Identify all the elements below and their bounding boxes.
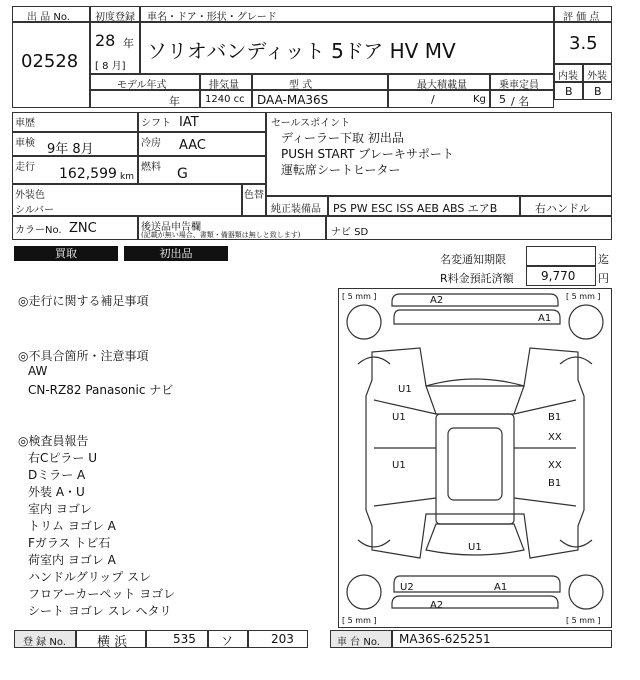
shift-value: IAT (179, 115, 199, 130)
first-reg-month: [ 8 月] (95, 61, 126, 72)
displacement-label: 排気量 (209, 80, 239, 91)
car-damage-diagram (338, 288, 612, 628)
displacement-cell (200, 90, 252, 108)
buy-badge: 買取 (14, 246, 118, 261)
capacity-value: 5 (499, 93, 506, 106)
mark-xx-right-rear: XX (548, 460, 562, 471)
nav-value: ナビ SD (331, 227, 369, 238)
tire-depth-top-left: [ 5 mm ] (342, 292, 377, 301)
rear-hatch-edge (394, 576, 560, 592)
type-cell (252, 90, 388, 108)
shift-cell (138, 112, 266, 132)
chassis-value: MA36S-625251 (399, 632, 491, 646)
recycle-value: 9,770 (541, 269, 576, 283)
max-load-label: 最大積載量 (417, 80, 467, 91)
door-line (374, 498, 436, 506)
door-line (514, 400, 576, 414)
fuel-value: G (177, 166, 188, 182)
reg-region: 横 浜 (97, 635, 128, 650)
model-year-cell (90, 90, 200, 108)
mileage-cell (12, 156, 138, 184)
defect-line: CN-RZ82 Panasonic ナビ (28, 383, 174, 397)
inspector-line: 室内 ヨゴレ (28, 502, 92, 516)
sales-point-line: PUSH START ブレーキサポート (281, 147, 454, 161)
recycle-box (526, 266, 596, 286)
wheel-front-left (347, 305, 381, 339)
mark-a1-front: A1 (538, 313, 552, 324)
reg-label-cell (14, 630, 76, 648)
equipment-label-cell (266, 196, 328, 216)
mileage-unit: km (120, 172, 134, 182)
ac-value: AAC (179, 138, 206, 153)
chassis-label-cell (330, 630, 392, 648)
sales-point-line: 運転席シートヒーター (281, 163, 401, 177)
model-year-label: モデル年式 (117, 80, 167, 91)
mark-u2-bottom: U2 (400, 582, 414, 593)
capacity-label: 乗車定員 (499, 80, 539, 91)
sunroof-panel (448, 428, 502, 500)
afterparts-note: (記載が無い場合、書類・備器類は無しと致します) (141, 231, 301, 239)
mileage-label: 走行 (15, 162, 35, 173)
history-cell (12, 112, 138, 132)
mark-u1-rear-center: U1 (468, 542, 482, 553)
name-change-unit: 迄 (598, 253, 609, 266)
car-name: ソリオバンディット 5ドア HV MV (147, 39, 456, 63)
first-reg-label-cell (90, 6, 140, 22)
history-label: 車歴 (15, 118, 35, 129)
arch-rear-left (358, 540, 390, 547)
capacity-unit: / 名 (511, 95, 530, 108)
shift-label: シフト (141, 118, 171, 129)
afterparts-cell (138, 216, 326, 240)
car-name-label: 車名・ドア・形状・グレード (147, 12, 277, 23)
inspector-line: ハンドルグリップ スレ (28, 570, 152, 584)
inspector-line: 荷室内 ヨゴレ A (28, 553, 116, 567)
sales-points-label: セールスポイント (271, 118, 351, 129)
inspector-line: Fガラス トビ石 (28, 536, 111, 550)
exterior-color-label: 外装色 (15, 190, 45, 201)
defect-line: AW (28, 364, 48, 378)
mark-a2-bottom: A2 (430, 600, 444, 611)
car-name-label-cell (140, 6, 554, 22)
wheel-front-right (569, 305, 603, 339)
capacity-cell (490, 90, 554, 108)
mark-u1-left-rear: U1 (392, 460, 406, 471)
fuel-label: 燃料 (141, 162, 161, 173)
exterior-label-cell (583, 64, 612, 82)
tire-depth-bottom-right: [ 5 mm ] (566, 616, 601, 625)
door-line (514, 498, 576, 506)
lot-number: 02528 (21, 51, 79, 72)
exterior-label: 外装 (587, 71, 607, 82)
color-change-cell (242, 184, 266, 216)
mark-xx-right-front: XX (548, 432, 562, 443)
rear-bumper-outline (392, 596, 558, 608)
max-load-cell (388, 90, 490, 108)
inspector-title: ◎検査員報告 (18, 434, 89, 448)
exterior-grade-cell (583, 82, 612, 100)
inspector-line: 外装 A・U (28, 485, 85, 499)
score-cell (554, 22, 612, 64)
inspector-line: 右Cピラー U (28, 451, 97, 465)
color-change-label: 色替 (244, 190, 264, 201)
first-reg-year-unit: 年 (123, 37, 134, 50)
color-no-label: カラーNo. (15, 225, 62, 236)
reg-kana: ソ (221, 634, 234, 648)
windshield (426, 379, 524, 414)
first-reg-year: 28 (95, 31, 116, 50)
score-label: 評 価 点 (563, 12, 600, 23)
equipment-label: 純正装備品 (271, 204, 321, 215)
inspection-label: 車検 (15, 138, 35, 149)
recycle-unit: 円 (598, 272, 609, 285)
reg-kana-cell (208, 630, 248, 648)
score-value: 3.5 (569, 33, 598, 54)
mark-b1-right-front: B1 (548, 412, 562, 423)
chassis-label: 車 台 No. (337, 637, 380, 648)
front-bumper-outline (392, 294, 558, 306)
front-hood-edge (394, 310, 560, 324)
equipment-cell (328, 196, 520, 216)
drive-side: 右ハンドル (535, 202, 590, 215)
first-reg-label: 初度登録 (95, 12, 135, 23)
name-change-label: 名変通知期限 (440, 253, 506, 266)
lot-label-cell (12, 6, 90, 22)
defect-title: ◎不具合箇所・注意事項 (18, 349, 149, 363)
afterparts-label: 後送品申告欄 (141, 222, 201, 233)
color-no-cell (12, 216, 138, 240)
inspector-line: トリム ヨゴレ A (28, 519, 116, 533)
recycle-label: R料金預託済額 (440, 272, 514, 285)
inspector-line: フロアーカーペット ヨゴレ (28, 587, 176, 601)
inspection-cell (12, 132, 138, 156)
inspector-line: シート ヨゴレ スレ ヘタリ (28, 604, 172, 618)
diagram-frame (339, 289, 612, 628)
type-label-cell (252, 74, 388, 90)
max-load-slash: / (431, 93, 435, 106)
wheel-rear-right (569, 575, 603, 609)
sales-point-line: ディーラー下取 初出品 (281, 131, 404, 145)
reg-region-cell (76, 630, 146, 648)
tire-depth-bottom-left: [ 5 mm ] (342, 616, 377, 625)
displacement-value: 1240 cc (205, 94, 245, 105)
inspector-line: Dミラー A (28, 468, 86, 482)
fuel-cell (138, 156, 266, 184)
lot-label: 出 品 No. (27, 12, 70, 23)
type-label: 型 式 (289, 80, 313, 91)
lot-number-cell (12, 22, 90, 108)
mark-u1-left-top: U1 (398, 384, 412, 395)
reg-number-cell (248, 630, 308, 648)
arch-rear-right (560, 540, 592, 547)
reg-class: 535 (173, 632, 196, 646)
equipment-value: PS PW ESC ISS AEB ABS エアB (333, 202, 498, 215)
mark-a2-front: A2 (430, 295, 444, 306)
score-label-cell (554, 6, 612, 22)
max-load-label-cell (388, 74, 490, 90)
mark-u1-left-front: U1 (392, 412, 406, 423)
ac-label: 冷房 (141, 138, 161, 149)
nav-cell (326, 216, 612, 240)
chassis-value-cell (392, 630, 612, 648)
interior-grade: B (565, 85, 573, 98)
running-title: ◎走行に関する補足事項 (18, 294, 149, 308)
max-load-unit: Kg (473, 94, 486, 105)
color-no-value: ZNC (69, 221, 97, 236)
arch-front-left (358, 357, 390, 364)
exterior-color-cell (12, 184, 242, 216)
drive-side-cell (520, 196, 612, 216)
arch-front-right (560, 357, 592, 364)
model-year-unit: 年 (169, 95, 180, 108)
first-listing-badge: 初出品 (124, 246, 228, 261)
interior-label-cell (554, 64, 583, 82)
model-year-label-cell (90, 74, 200, 90)
sales-points-cell (266, 112, 612, 196)
inspection-value: 9年 8月 (47, 142, 94, 157)
car-name-cell (140, 22, 554, 74)
mark-a1-bottom: A1 (494, 582, 508, 593)
mark-b1-right-rear: B1 (548, 478, 562, 489)
mileage-value: 162,599 (59, 166, 117, 182)
interior-label: 内装 (558, 71, 578, 82)
reg-label: 登 録 No. (23, 637, 66, 648)
type-value: DAA-MA36S (257, 93, 329, 107)
interior-grade-cell (554, 82, 583, 100)
reg-class-cell (146, 630, 208, 648)
reg-number: 203 (271, 632, 294, 646)
exterior-color-value: シルバー (15, 205, 55, 216)
first-reg-cell (90, 22, 140, 74)
name-change-box (526, 246, 596, 266)
exterior-grade: B (594, 85, 602, 98)
tire-depth-top-right: [ 5 mm ] (566, 292, 601, 301)
displacement-label-cell (200, 74, 252, 90)
capacity-label-cell (490, 74, 554, 90)
wheel-rear-left (347, 575, 381, 609)
ac-cell (138, 132, 266, 156)
